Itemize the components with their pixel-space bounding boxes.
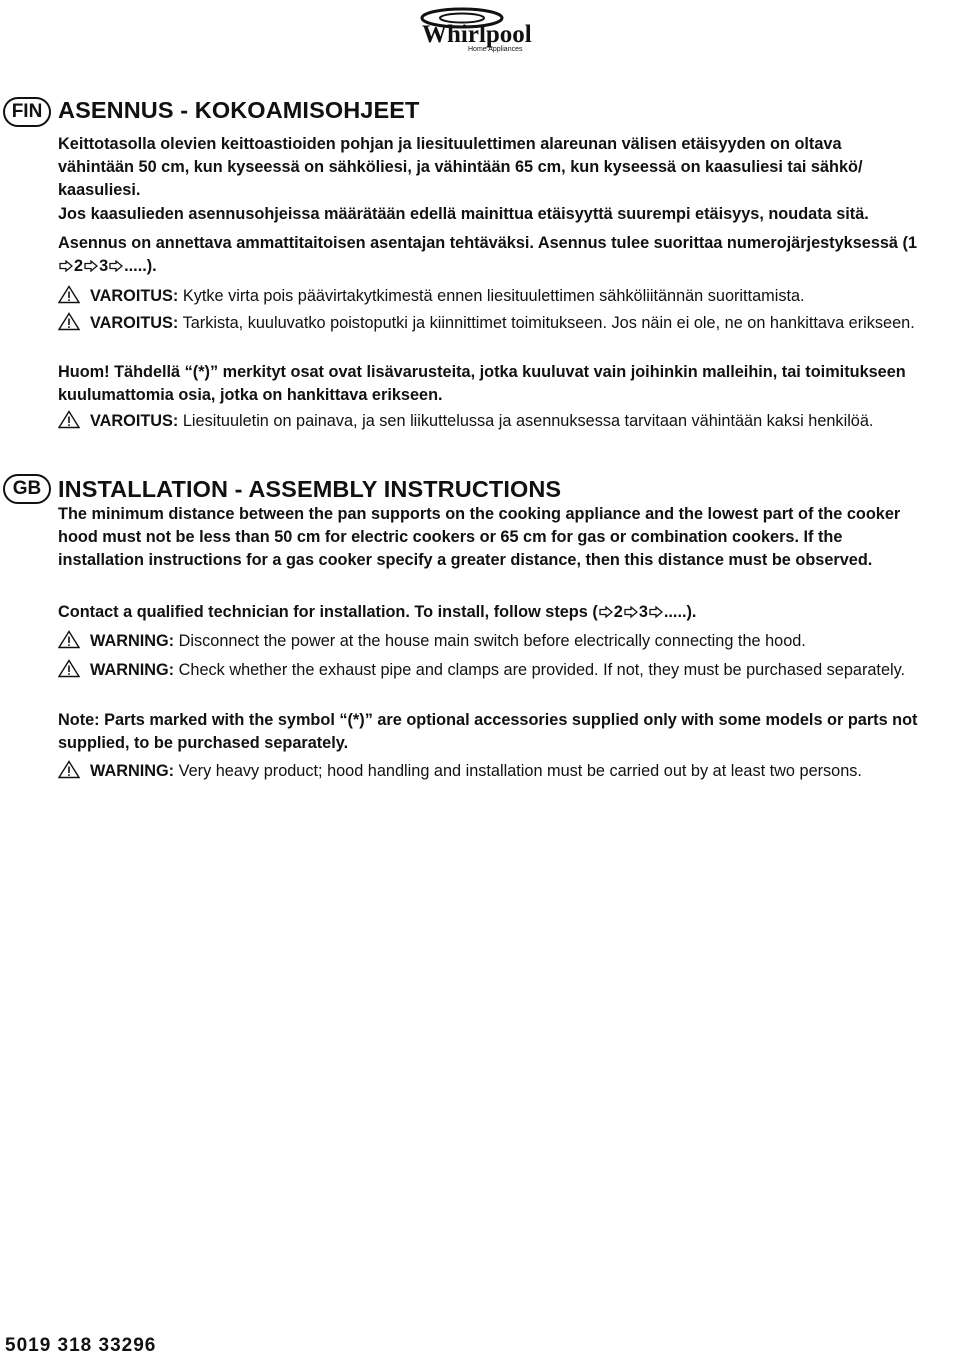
fin-step-3: 3 [99,257,109,276]
fin-paragraph-gas-cooker: Jos kaasulieden asennusohjeissa määrätään edellä mainittua etäisyyttä suurempi etäisyys, noudata sitä. [58,205,869,223]
fin-warning-text: Tarkista, kuuluvatko poistoputki ja kiinnittimet toimitukseen. Jos näin ei ole, ne on hankittava erikseen. [182,314,915,332]
fin-paragraph-steps [58,232,918,278]
gb-section-title: INSTALLATION - ASSEMBLY INSTRUCTIONS [58,476,562,502]
warning-triangle-icon [58,630,80,649]
gb-warning-exhaust [58,659,918,682]
fin-step-2: 2 [74,257,84,276]
fin-warning-power [58,285,918,308]
gb-step-2: 2 [613,603,623,621]
fin-warning-exhaust [58,312,918,335]
fin-warning-label: VAROITUS: [90,412,179,430]
warning-triangle-icon [58,410,80,429]
logo-brand: Whirlpool [422,21,532,48]
fin-section-title: ASENNUS - KOKOAMISOHJEET [58,97,420,123]
document-code: 5019 318 33296 [5,1335,157,1356]
gb-warning-label: WARNING: [90,661,175,679]
fin-steps-tail: .....). [124,257,157,276]
gb-steps-text: Contact a qualified technician for installation. To install, follow steps ( [58,603,598,621]
step-arrow-icon [599,606,613,618]
fin-warning-text: Liesituuletin on painava, ja sen liikuttelussa ja asennuksessa tarvitaan vähintään kaksi henkilöä. [182,412,874,430]
step-arrow-icon [59,260,73,272]
logo-tagline: Home Appliances [468,46,523,53]
whirlpool-logo [412,4,534,66]
gb-warning-text: Disconnect the power at the house main switch before electrically connecting the hood. [178,632,806,650]
warning-triangle-icon [58,285,80,304]
warning-triangle-icon [58,312,80,331]
gb-warning-heavy [58,760,918,783]
gb-step-3: 3 [638,603,648,621]
fin-note: Huom! Tähdellä “(*)” merkityt osat ovat lisävarusteita, jotka kuuluvat vain joihinkin malleihin, tai toimitukseen kuulumattomia osia, jotka on hankittava erikseen. [58,363,906,405]
gb-warning-label: WARNING: [90,762,175,780]
fin-warning-heavy [58,410,918,433]
gb-steps-tail: .....). [663,603,697,621]
gb-warning-text: Check whether the exhaust pipe and clamps are provided. If not, they must be purchased separately. [178,661,906,679]
warning-triangle-icon [58,760,80,779]
gb-paragraph-steps [58,601,918,624]
gb-note: Note: Parts marked with the symbol “(*)” are optional accessories supplied only with some models or parts not supplied, to be purchased separately. [58,711,918,753]
fin-paragraph-distance: Keittotasolla olevien keittoastioiden pohjan ja liesituulettimen alareunan välisen etäisyyden on oltava vähintään 50 cm, kun kyseessä on sähköliesi, ja vähintään 65 cm, kun kyseessä on kaasuliesi tai sähkö/ kaasuliesi. [58,135,863,200]
step-arrow-icon [84,260,98,272]
fin-warning-label: VAROITUS: [90,314,179,332]
fin-step-1: 1 [907,234,917,252]
gb-warning-power [58,630,918,653]
step-arrow-icon [624,606,638,618]
fin-steps-text: Asennus on annettava ammattitaitoisen asentajan tehtäväksi. Asennus tulee suorittaa numerojärjestyksessä ( [58,234,908,252]
gb-paragraph-distance: The minimum distance between the pan supports on the cooking appliance and the lowest part of the cooker hood must not be less than 50 cm for electric cookers or 65 cm for gas or combination cookers. If the installation instructions for a gas cooker specify a greater distance, then this distance must be observed. [58,505,901,570]
fin-warning-label: VAROITUS: [90,287,179,305]
step-arrow-icon [109,260,123,272]
fin-warning-text: Kytke virta pois päävirtakytkimestä ennen liesituulettimen sähköliitännän suorittamista. [182,287,805,305]
gb-warning-label: WARNING: [90,632,175,650]
warning-triangle-icon [58,659,80,678]
gb-language-badge: GB [3,474,51,504]
gb-warning-text: Very heavy product; hood handling and installation must be carried out by at least two persons. [178,762,862,780]
step-arrow-icon [649,606,663,618]
fin-language-badge: FIN [3,97,51,127]
